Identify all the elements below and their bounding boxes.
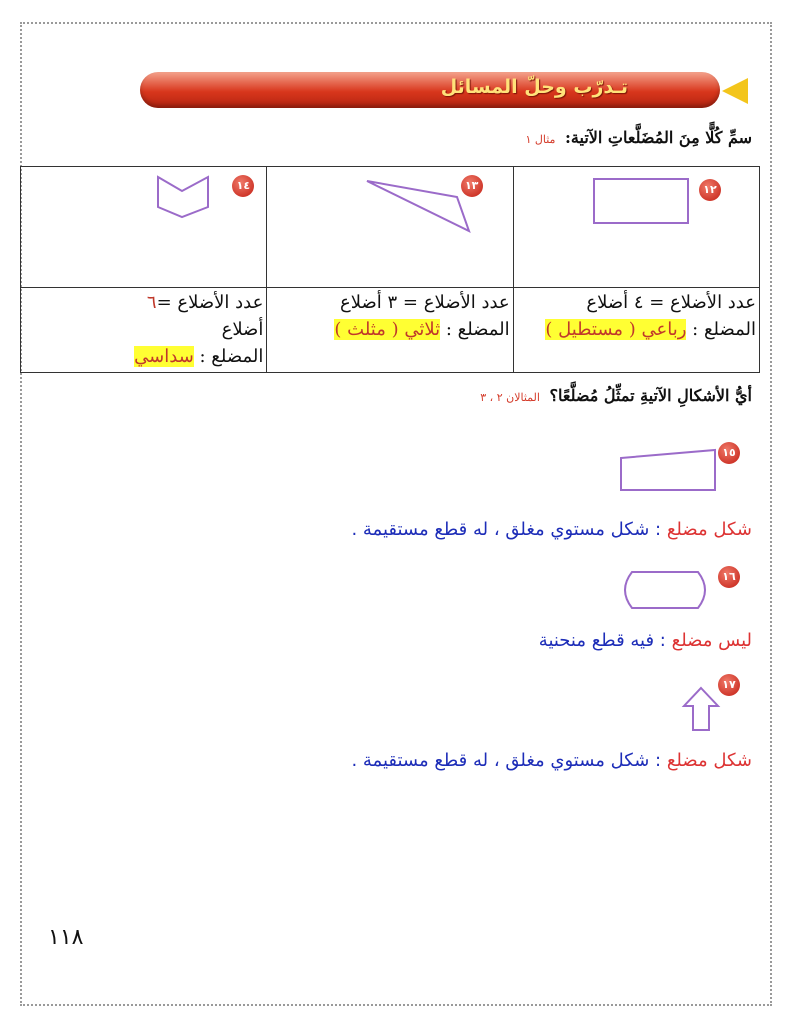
example-ref: مثال ١ <box>525 133 556 146</box>
answer-item-16 <box>539 630 752 651</box>
question-number-14: ١٤ <box>232 175 254 197</box>
sides-unit-14: أضلاع <box>221 319 264 340</box>
curved-figure <box>616 568 716 612</box>
answer-item-15 <box>351 519 752 540</box>
trapezoid-figure <box>615 448 720 498</box>
answer-item-17 <box>351 750 752 771</box>
sides-count-12: عدد الأضلاع = ٤ أضلاع <box>586 292 756 313</box>
arrow-figure <box>682 686 722 732</box>
instruction-text: سمِّ كُلًّا مِنَ المُضَلَّعاتِ الآتية: <box>565 128 752 147</box>
section2-question <box>480 386 752 405</box>
answer-cell-14 <box>21 288 267 373</box>
triangle-figure <box>365 175 475 235</box>
section1-instruction <box>525 128 752 147</box>
sides-value-14: ٦ <box>146 292 157 313</box>
question-number-17: ١٧ <box>718 674 740 696</box>
sides-count-13: عدد الأضلاع = ٣ أضلاع <box>340 292 510 313</box>
rectangle-figure <box>592 177 692 227</box>
answer-label-15: شكل مضلع <box>666 519 752 540</box>
section-banner <box>140 72 720 108</box>
banner-arrow-icon <box>722 78 748 104</box>
answer-text-15: : شكل مستوي مغلق ، له قطع مستقيمة . <box>351 519 662 540</box>
polygon-label-14: المضلع : <box>199 346 264 367</box>
question-number-13: ١٣ <box>461 175 483 197</box>
sides-count-14: عدد الأضلاع = <box>156 292 264 313</box>
polygon-label-12: المضلع : <box>692 319 756 340</box>
page-number: ١١٨ <box>48 925 84 950</box>
polygon-answer-13: ثلاثي ( مثلث ) <box>334 319 441 340</box>
answer-label-17: شكل مضلع <box>666 750 752 771</box>
polygon-label-13: المضلع : <box>445 319 510 340</box>
question-text: أيُّ الأشكالِ الآتيةِ تمثِّلُ مُضلَّعًا؟ <box>549 386 752 405</box>
polygons-table <box>20 166 760 373</box>
answer-cell-12 <box>513 288 759 373</box>
question-number-15: ١٥ <box>718 442 740 464</box>
answer-label-16: ليس مضلع <box>671 630 752 651</box>
answer-cell-13 <box>267 288 513 373</box>
question-number-16: ١٦ <box>718 566 740 588</box>
examples-ref: المثالان ٢ ، ٣ <box>480 391 540 404</box>
polygon-answer-12: رباعي ( مستطيل ) <box>545 319 687 340</box>
hexagon-figure <box>156 175 216 219</box>
banner-title: تـدرّب وحلّ المسائل <box>440 76 628 98</box>
answer-text-16: : فيه قطع منحنية <box>538 630 666 651</box>
question-number-12: ١٢ <box>699 179 721 201</box>
answer-text-17: : شكل مستوي مغلق ، له قطع مستقيمة . <box>351 750 662 771</box>
figure-cell-13 <box>267 167 513 288</box>
figure-cell-14 <box>21 167 267 288</box>
polygon-answer-14: سداسي <box>134 346 194 367</box>
figure-cell-12 <box>513 167 759 288</box>
